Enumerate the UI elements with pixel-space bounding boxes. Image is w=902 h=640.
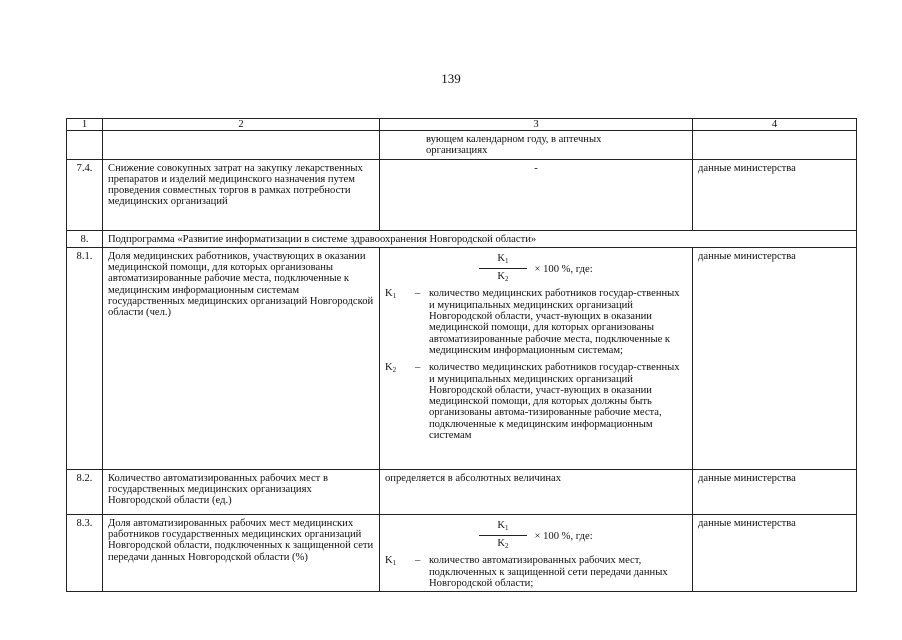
row-number: 8.1. xyxy=(67,247,103,469)
indicator-table xyxy=(66,118,857,592)
table-header-row xyxy=(67,119,857,131)
table-row-8-3 xyxy=(67,514,857,591)
table-row-continuation xyxy=(67,131,857,160)
row-number: 8. xyxy=(67,230,103,247)
calculation-method xyxy=(380,514,693,591)
column-header-4: 4 xyxy=(693,119,857,131)
data-source: данные министерства xyxy=(693,247,857,469)
calculation-method: - xyxy=(380,159,693,230)
formula-definition-k1: $K_1$ – количество автоматизированных рабочих мест, подключенных к защищенной сети передачи данных Новгородской области; xyxy=(385,555,668,590)
continuation-text: вующем календарном году, в аптечных организациях xyxy=(380,131,693,160)
calculation-method xyxy=(380,247,693,469)
indicator-name: Доля медицинских работников, участвующих в оказании медицинской помощи, для которых организованы автоматизированные рабочие места, подключенные к медицинским информационным системам государственных медицинских организаций Новгородской области (чел.) xyxy=(103,247,380,469)
fraction: $\frac{K_1}{K_2}$ xyxy=(479,253,526,286)
page-number: 139 xyxy=(441,71,461,86)
table-row-7-4 xyxy=(67,159,857,230)
formula-definition-k1: $K_1$ – количество медицинских работников государ-ственных и муниципальных медицинских организаций Новгородской области, участ-вующих в оказании медицинской помощи, для которых организованы автоматизированные рабочие места, подключенные к медицинским информационным системам; xyxy=(385,288,680,356)
subprogram-title: Подпрограмма «Развитие информатизации в системе здравоохранения Новгородской области» xyxy=(103,230,857,247)
indicator-name: Доля автоматизированных рабочих мест медицинских работников государственных медицинских организаций Новгородской области, подключенных к защищенной сети передачи данных Новгородской области (%) xyxy=(103,514,380,591)
column-header-2: 2 xyxy=(103,119,380,131)
formula xyxy=(385,520,687,553)
formula-tail: × 100 %, где: xyxy=(534,263,593,275)
row-number: 8.2. xyxy=(67,469,103,514)
data-source: данные министерства xyxy=(693,514,857,591)
calculation-method: определяется в абсолютных величинах xyxy=(380,469,693,514)
row-number: 7.4. xyxy=(67,159,103,230)
indicator-name: Количество автоматизированных рабочих мест в государственных медицинских организациях Новгородской области (ед.) xyxy=(103,469,380,514)
formula-definition-k2: $K_2$ – количество медицинских работников государ-ственных и муниципальных медицинских организаций Новгородской области, участ-вующих в оказании медицинской помощи, для которых должны быть организованы автома-тизированные рабочие места, подключенные к медицинским информационным системам xyxy=(385,362,680,442)
column-header-1: 1 xyxy=(67,119,103,131)
row-number: 8.3. xyxy=(67,514,103,591)
data-source: данные министерства xyxy=(693,159,857,230)
table-row-8-subprogram xyxy=(67,230,857,247)
formula-tail: × 100 %, где: xyxy=(534,530,593,542)
indicator-name: Снижение совокупных затрат на закупку лекарственных препаратов и изделий медицинского назначения путем проведения совместных торгов в рамках потребности медицинских организаций xyxy=(103,159,380,230)
column-header-3: 3 xyxy=(380,119,693,131)
fraction: $\frac{K_1}{K_2}$ xyxy=(479,520,526,553)
table-row-8-1 xyxy=(67,247,857,469)
data-source: данные министерства xyxy=(693,469,857,514)
table-row-8-2 xyxy=(67,469,857,514)
formula xyxy=(385,253,687,286)
